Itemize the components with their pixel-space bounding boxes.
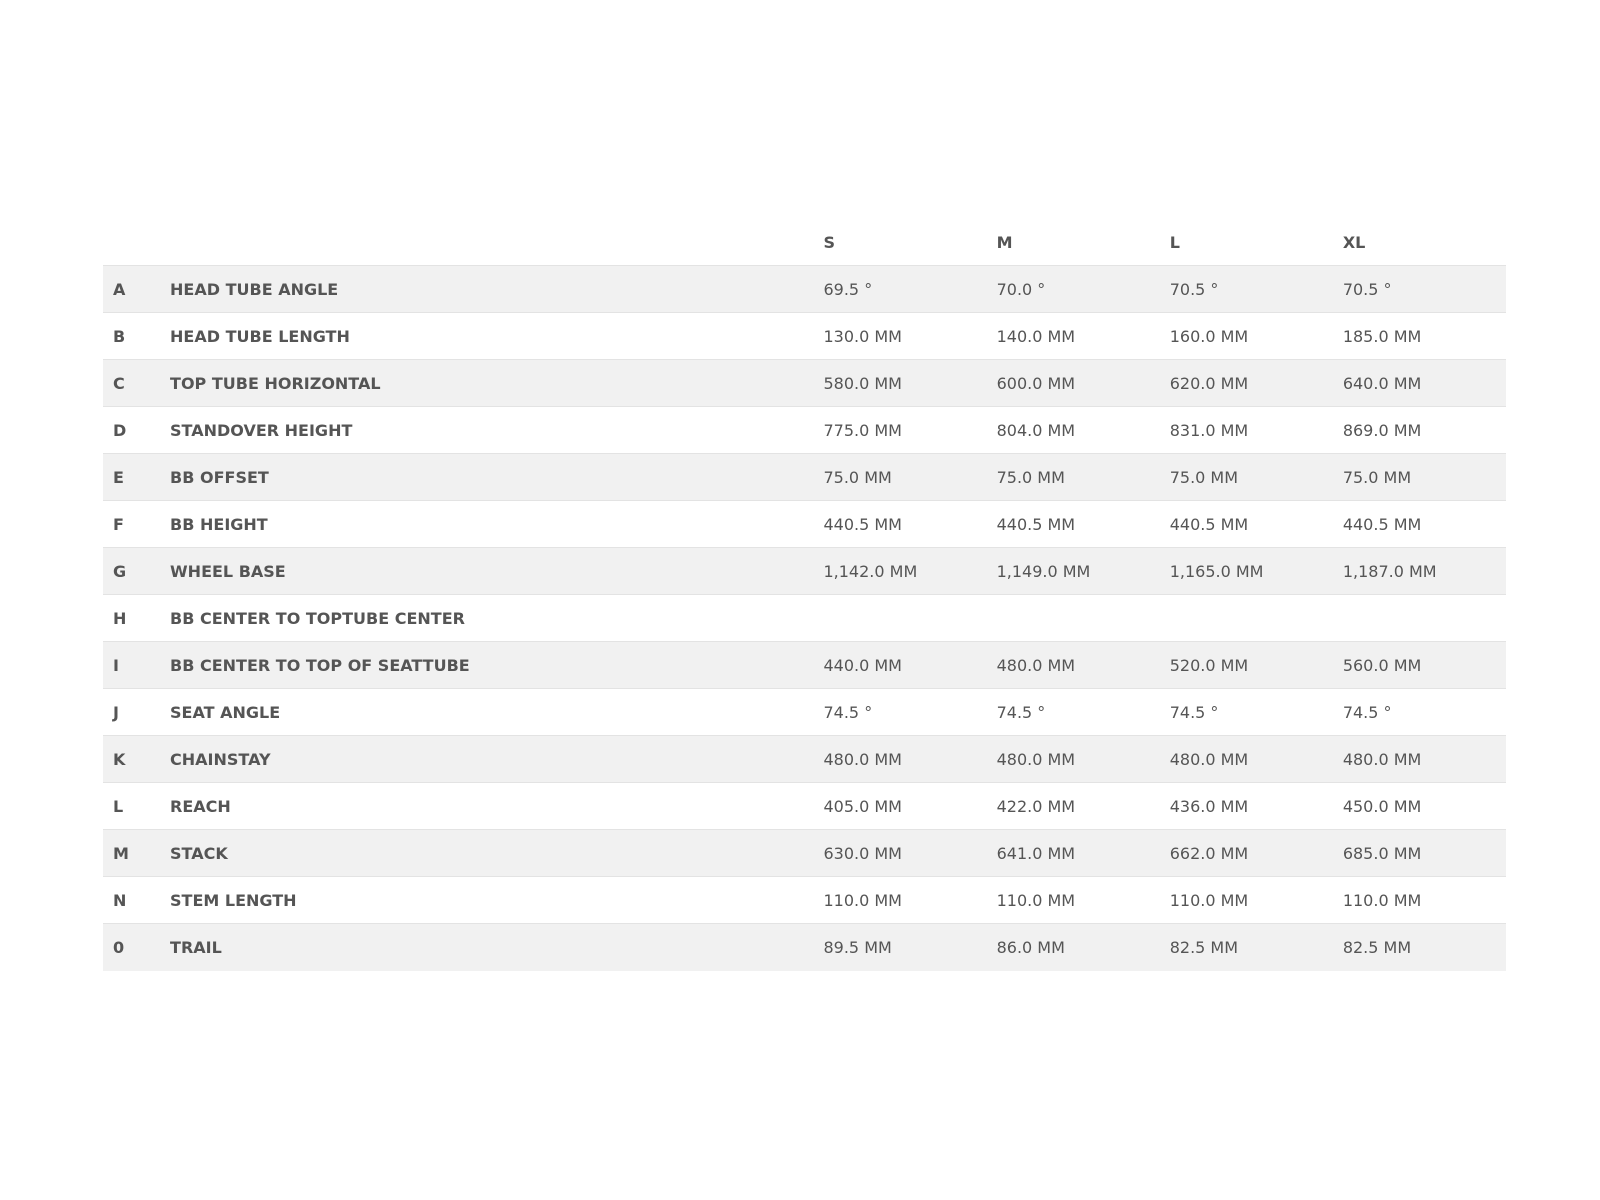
value-cell-l: 1,165.0 MM [1169, 561, 1264, 581]
table-row [103, 877, 1506, 924]
table-body [103, 266, 1506, 971]
value-cell-m: 1,149.0 MM [996, 561, 1091, 581]
value-cell-l: 70.5 ° [1169, 279, 1219, 299]
table-row [103, 454, 1506, 501]
value-cell-xl: 440.5 MM [1342, 514, 1422, 534]
value-cell-s: 440.0 MM [823, 655, 902, 675]
value-cell-s: 110.0 MM [823, 890, 902, 910]
value-cell-xl [1333, 595, 1506, 642]
table-row [103, 501, 1506, 548]
row-label: STEM LENGTH [170, 890, 297, 910]
value-cell-l: 831.0 MM [1169, 420, 1249, 440]
row-label: SEAT ANGLE [170, 702, 281, 722]
value-cell-xl: 560.0 MM [1342, 655, 1422, 675]
row-key: L [113, 796, 124, 816]
value-cell-s: 480.0 MM [823, 749, 902, 769]
value-cell-s: 75.0 MM [823, 467, 892, 487]
table-row [103, 689, 1506, 736]
row-label: WHEEL BASE [170, 561, 286, 581]
value-cell-s: 74.5 ° [823, 702, 873, 722]
value-cell-m: 422.0 MM [996, 796, 1076, 816]
row-key: K [113, 749, 126, 769]
row-label: BB CENTER TO TOP OF SEATTUBE [170, 655, 470, 675]
value-cell-xl: 70.5 ° [1342, 279, 1392, 299]
value-cell-s: 775.0 MM [823, 420, 902, 440]
row-label: BB HEIGHT [170, 514, 268, 534]
row-label: BB OFFSET [170, 467, 269, 487]
row-label: CHAINSTAY [170, 749, 271, 769]
value-cell-l: 620.0 MM [1169, 373, 1249, 393]
column-header-m: M [996, 232, 1013, 252]
value-cell-l: 480.0 MM [1169, 749, 1249, 769]
value-cell-xl: 75.0 MM [1342, 467, 1412, 487]
table-row [103, 360, 1506, 407]
table-row [103, 407, 1506, 454]
value-cell-s: 89.5 MM [823, 937, 892, 957]
value-cell-l: 440.5 MM [1169, 514, 1249, 534]
value-cell-xl: 869.0 MM [1342, 420, 1422, 440]
value-cell-s: 1,142.0 MM [823, 561, 918, 581]
value-cell-s: 405.0 MM [823, 796, 902, 816]
header-key-cell [103, 219, 160, 266]
value-cell-m: 140.0 MM [996, 326, 1076, 346]
value-cell-l: 110.0 MM [1169, 890, 1249, 910]
row-key: N [113, 890, 127, 910]
value-cell-l [1160, 595, 1333, 642]
header-label-cell [160, 219, 813, 266]
value-cell-m: 480.0 MM [996, 749, 1076, 769]
row-label: TRAIL [170, 937, 222, 957]
table-row [103, 266, 1506, 313]
value-cell-xl: 685.0 MM [1342, 843, 1422, 863]
value-cell-xl: 82.5 MM [1342, 937, 1412, 957]
value-cell-s: 440.5 MM [823, 514, 902, 534]
row-label: HEAD TUBE LENGTH [170, 326, 350, 346]
value-cell-l: 160.0 MM [1169, 326, 1249, 346]
column-header-s: S [823, 232, 836, 252]
geometry-table [103, 219, 1506, 971]
value-cell-xl: 480.0 MM [1342, 749, 1422, 769]
value-cell-xl: 185.0 MM [1342, 326, 1422, 346]
table-row [103, 783, 1506, 830]
value-cell-m: 600.0 MM [996, 373, 1076, 393]
row-label: TOP TUBE HORIZONTAL [170, 373, 381, 393]
geometry-table-container [103, 219, 1506, 971]
table-header [103, 219, 1506, 266]
value-cell-m: 110.0 MM [996, 890, 1076, 910]
row-key: 0 [113, 937, 125, 957]
row-key: H [113, 608, 127, 628]
value-cell-s: 69.5 ° [823, 279, 873, 299]
value-cell-m: 75.0 MM [996, 467, 1065, 487]
value-cell-m: 480.0 MM [996, 655, 1076, 675]
value-cell-l: 520.0 MM [1169, 655, 1249, 675]
value-cell-s: 580.0 MM [823, 373, 902, 393]
value-cell-l: 662.0 MM [1169, 843, 1249, 863]
value-cell-m: 440.5 MM [996, 514, 1076, 534]
row-key: M [113, 843, 129, 863]
header-row [103, 219, 1506, 266]
row-key: A [113, 279, 126, 299]
row-key: D [113, 420, 127, 440]
row-label: STACK [170, 843, 228, 863]
row-key: C [113, 373, 125, 393]
value-cell-xl: 110.0 MM [1342, 890, 1422, 910]
row-label: HEAD TUBE ANGLE [170, 279, 339, 299]
row-key: J [113, 702, 119, 722]
table-row [103, 736, 1506, 783]
row-label: BB CENTER TO TOPTUBE CENTER [170, 608, 465, 628]
value-cell-m: 74.5 ° [996, 702, 1046, 722]
value-cell-xl: 640.0 MM [1342, 373, 1422, 393]
row-key: E [113, 467, 124, 487]
column-header-l: L [1169, 232, 1180, 252]
value-cell-s [813, 595, 986, 642]
table-row [103, 548, 1506, 595]
value-cell-s: 630.0 MM [823, 843, 902, 863]
value-cell-xl: 1,187.0 MM [1342, 561, 1437, 581]
value-cell-l: 74.5 ° [1169, 702, 1219, 722]
row-label: STANDOVER HEIGHT [170, 420, 353, 440]
value-cell-xl: 450.0 MM [1342, 796, 1422, 816]
row-key: I [113, 655, 119, 675]
table-row [103, 642, 1506, 689]
value-cell-xl: 74.5 ° [1342, 702, 1392, 722]
column-header-xl: XL [1342, 232, 1366, 252]
table-row [103, 595, 1506, 642]
value-cell-l: 82.5 MM [1169, 937, 1239, 957]
value-cell-m: 641.0 MM [996, 843, 1076, 863]
value-cell-m: 804.0 MM [996, 420, 1076, 440]
row-key: G [113, 561, 127, 581]
row-key: F [113, 514, 124, 534]
row-label: REACH [170, 796, 231, 816]
value-cell-m: 70.0 ° [996, 279, 1046, 299]
value-cell-s: 130.0 MM [823, 326, 902, 346]
value-cell-l: 436.0 MM [1169, 796, 1249, 816]
value-cell-m [987, 595, 1160, 642]
row-key: B [113, 326, 126, 346]
table-row [103, 313, 1506, 360]
table-row [103, 924, 1506, 971]
value-cell-l: 75.0 MM [1169, 467, 1239, 487]
value-cell-m: 86.0 MM [996, 937, 1065, 957]
table-row [103, 830, 1506, 877]
